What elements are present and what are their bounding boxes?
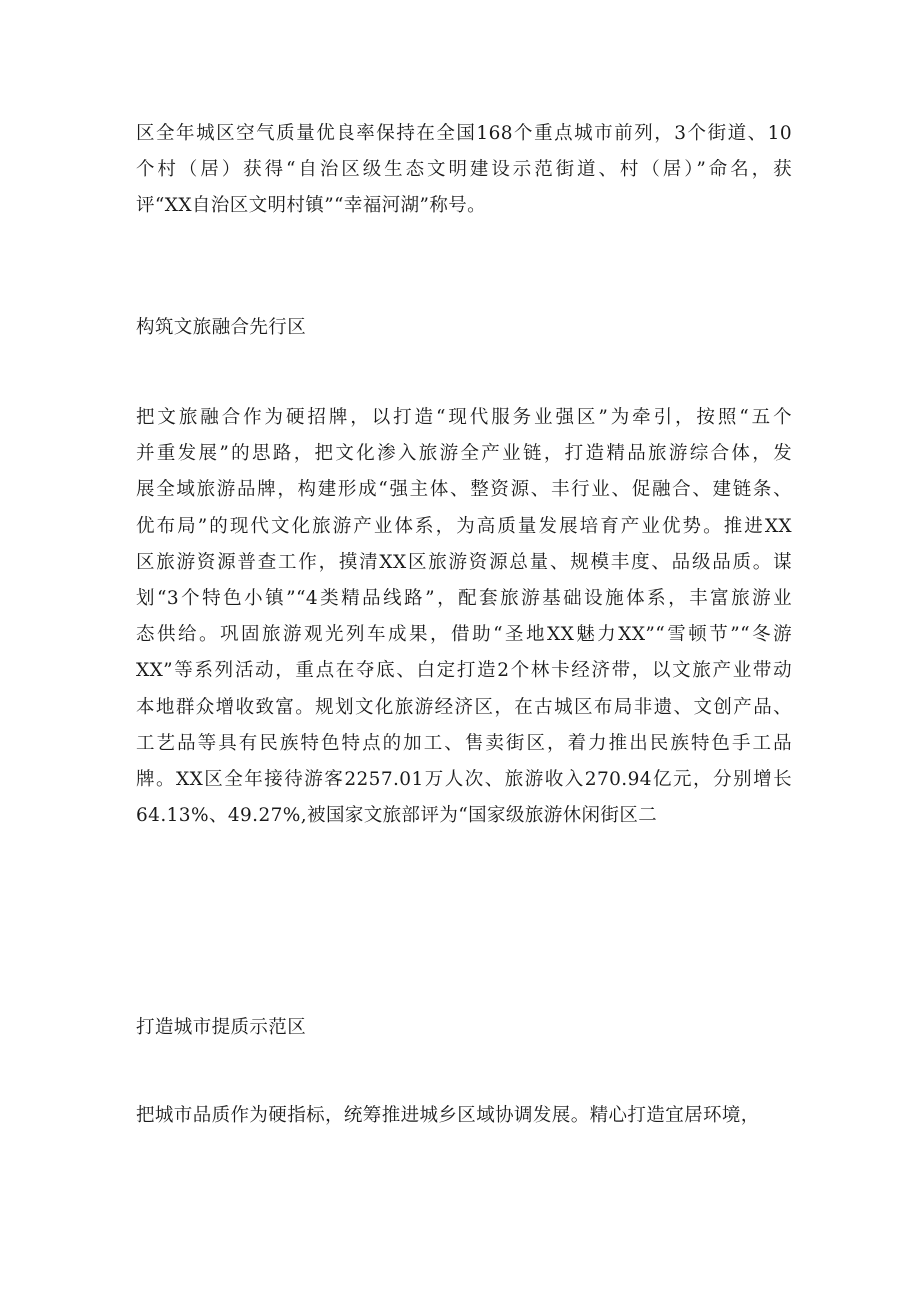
paragraph-city-quality bbox=[136, 1098, 792, 1134]
text-line: 展全域旅游品牌，构建形成“强主体、整资源、丰行业、促融合、建链条、 bbox=[136, 479, 792, 501]
text-line: 本地群众增收致富。规划文化旅游经济区，在古城区布局非遗、文创产品、 bbox=[136, 696, 792, 718]
paragraph-air-quality bbox=[136, 116, 792, 225]
text-line: 划“3个特色小镇”“4类精品线路”，配套旅游基础设施体系，丰富旅游业 bbox=[136, 588, 792, 610]
text-line: 把文旅融合作为硬招牌，以打造“现代服务业强区”为牵引，按照“五个 bbox=[136, 407, 792, 428]
text-line: XX”等系列活动，重点在夺底、白定打造2个林卡经济带，以文旅产业带动 bbox=[136, 660, 792, 682]
text-line: 评“XX自治区文明村镇”“幸福河湖”称号。 bbox=[136, 195, 487, 217]
text-line: 态供给。巩固旅游观光列车成果，借助“圣地XX魅力XX”“雪顿节”“冬游 bbox=[136, 624, 792, 646]
text-line: 个村（居）获得“自治区级生态文明建设示范街道、村（居）”命名，获 bbox=[136, 159, 792, 181]
paragraph-culture-tourism bbox=[136, 400, 792, 834]
text-line: 区旅游资源普查工作，摸清XX区旅游资源总量、规模丰度、品级品质。谋 bbox=[136, 551, 792, 573]
text-line: 优布局”的现代文化旅游产业体系，为高质量发展培育产业优势。推进XX bbox=[136, 515, 792, 537]
text-line: 工艺品等具有民族特色特点的加工、售卖街区，着力推出民族特色手工品 bbox=[136, 732, 792, 754]
text-line: 并重发展”的思路，把文化渗入旅游全产业链，打造精品旅游综合体，发 bbox=[136, 443, 792, 465]
text-line: 区全年城区空气质量优良率保持在全国168个重点城市前列，3个街道、10 bbox=[136, 123, 792, 144]
text-line: 牌。XX区全年接待游客2257.01万人次、旅游收入270.94亿元，分别增长 bbox=[136, 769, 792, 791]
text-line: 64.13%、49.27%,被国家文旅部评为“国家级旅游休闲街区二 bbox=[136, 805, 658, 827]
text-line: 把城市品质作为硬指标，统筹推进城乡区域协调发展。精心打造宜居环境， bbox=[136, 1105, 760, 1126]
section-heading-city-quality: 打造城市提质示范区 bbox=[136, 1017, 307, 1038]
section-heading-culture-tourism: 构筑文旅融合先行区 bbox=[136, 317, 307, 338]
